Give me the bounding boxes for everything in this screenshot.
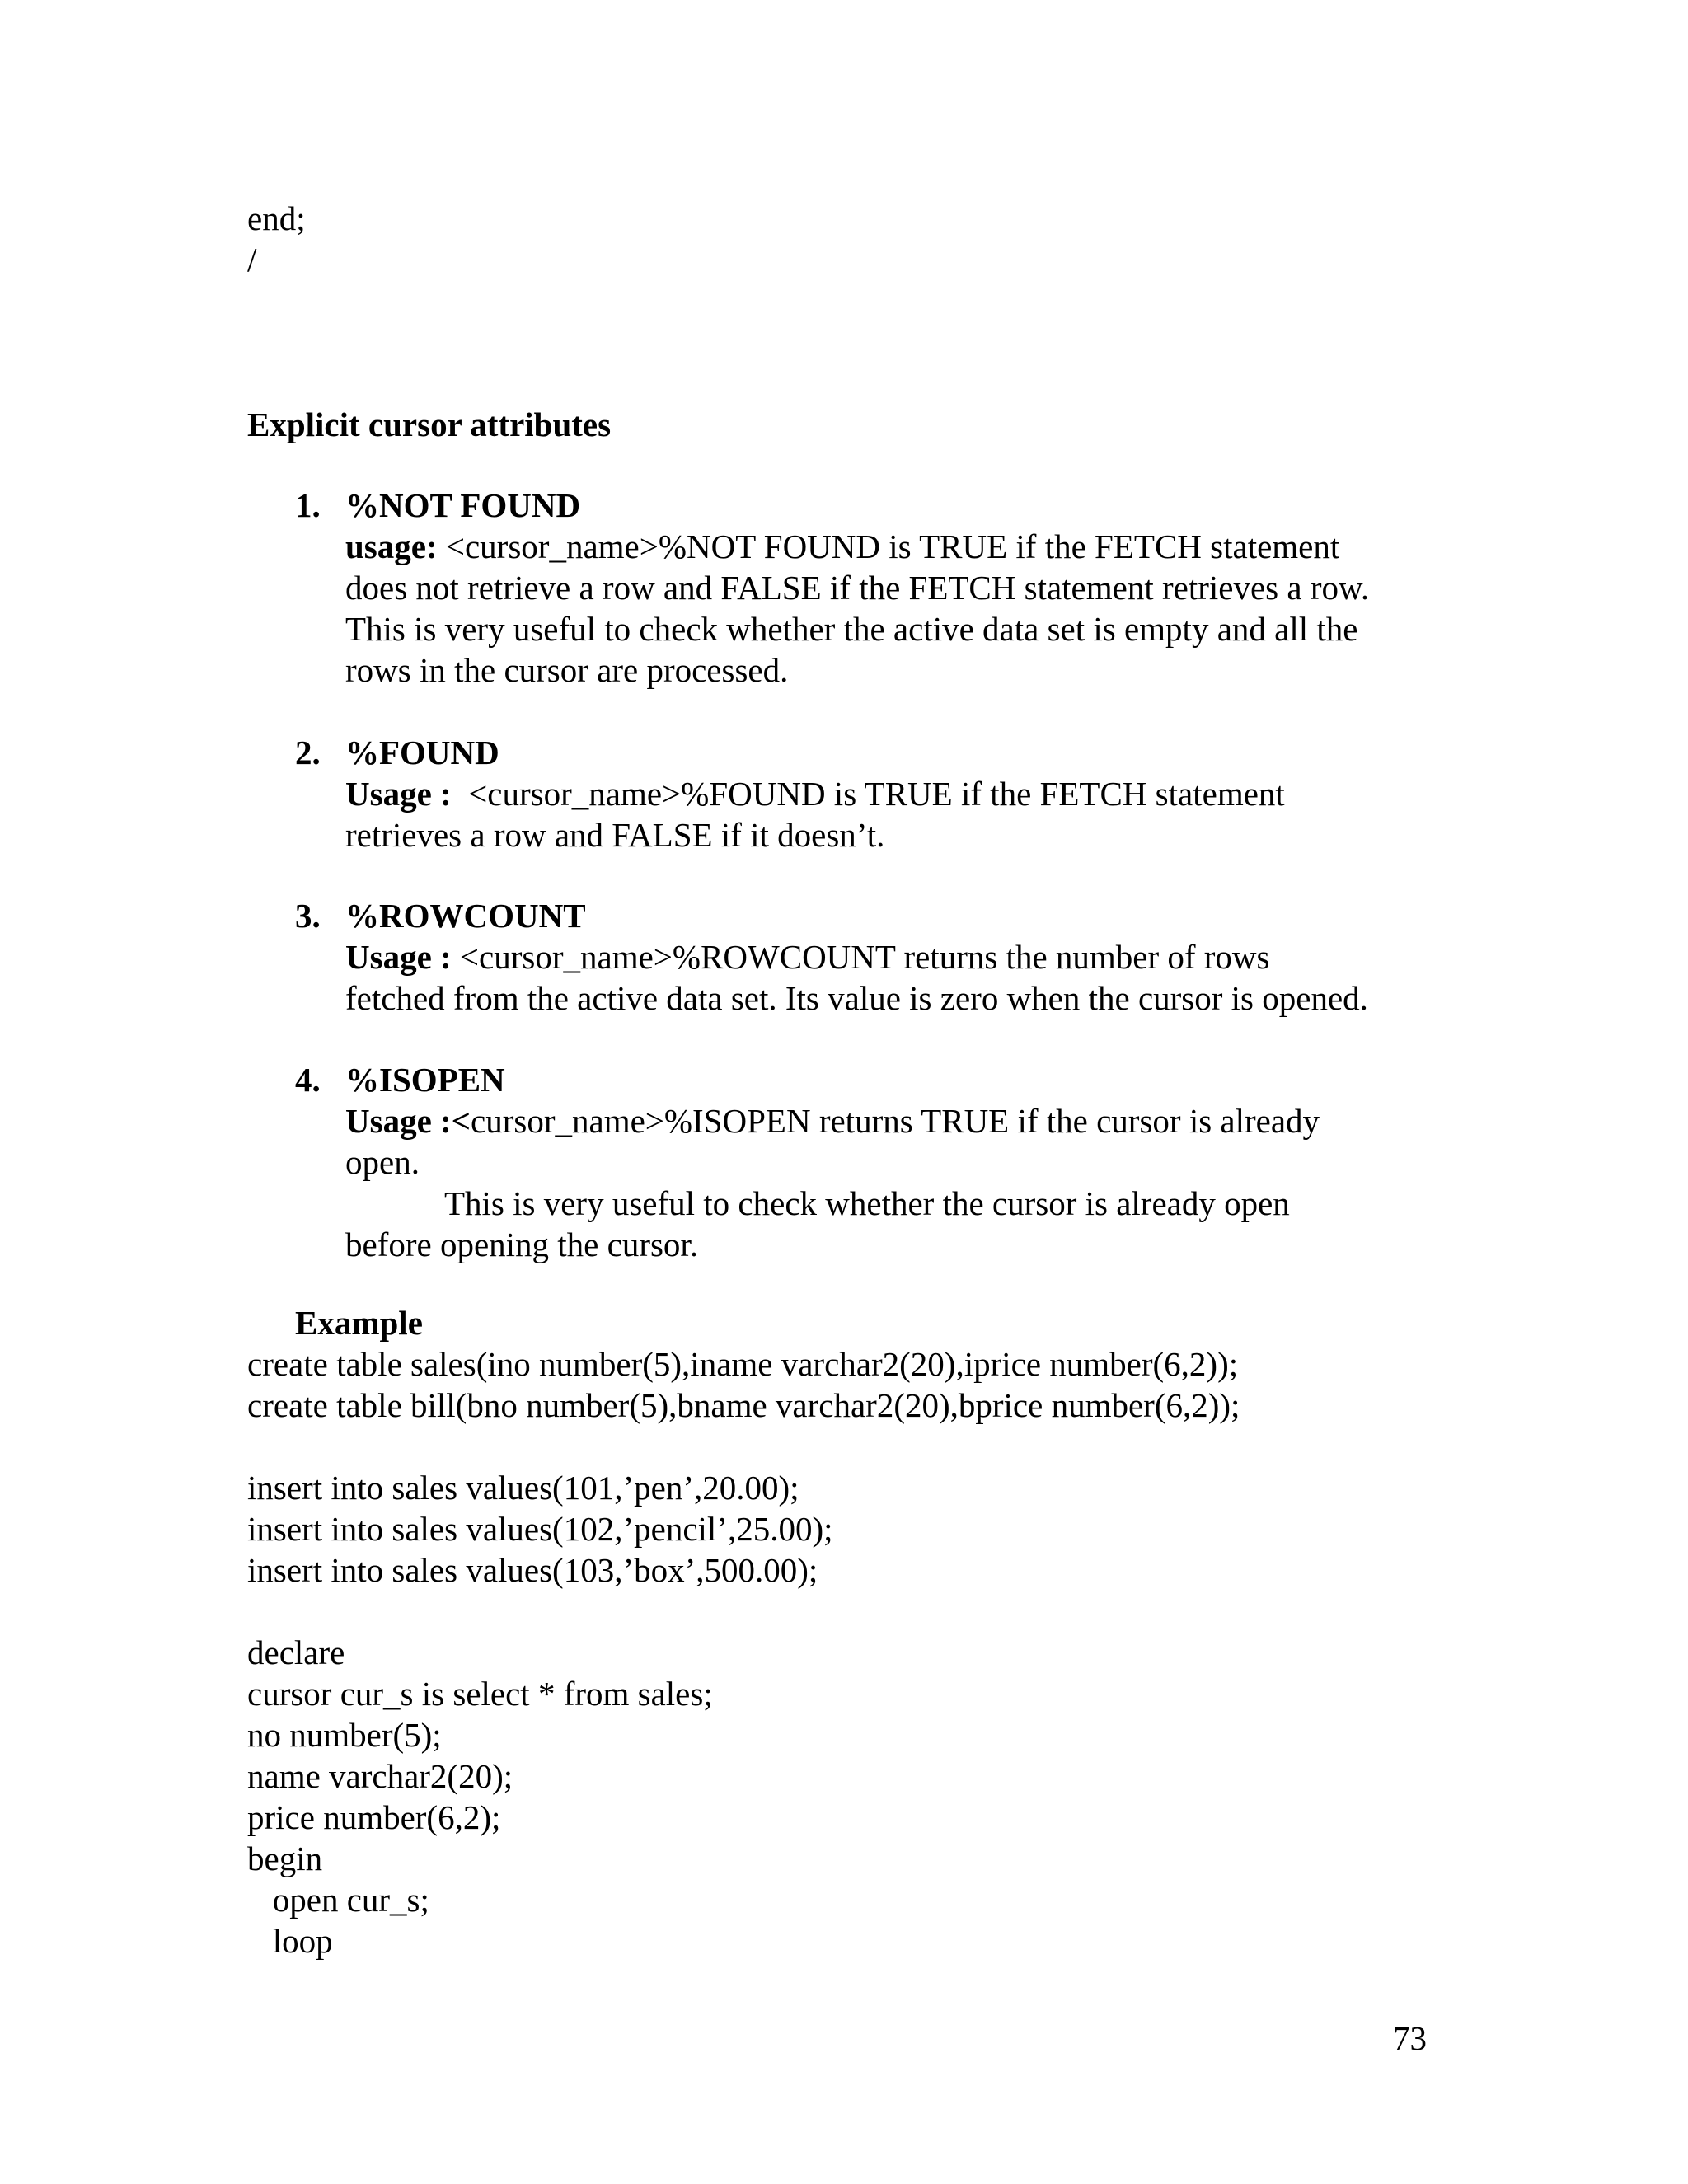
code-line: declare	[247, 1633, 345, 1671]
item-body	[345, 1059, 1483, 1265]
item-title: %ISOPEN	[345, 1061, 505, 1099]
description-line: retrieves a row and FALSE if it doesn’t.	[345, 816, 885, 854]
usage-text: <cursor_name>%ROWCOUNT returns the number of rows	[451, 938, 1270, 976]
code-line-blank	[247, 1426, 1240, 1467]
code-line-end: end;	[247, 199, 306, 237]
code-line: name varchar2(20);	[247, 1757, 513, 1795]
usage-label: Usage :	[345, 775, 452, 813]
description-line: before opening the cursor.	[345, 1226, 699, 1263]
description-line: fetched from the active data set. Its value is zero when the cursor is opened.	[345, 979, 1368, 1017]
item-title: %NOT FOUND	[345, 486, 581, 524]
page-number: 73	[1393, 2019, 1427, 2057]
usage-label: Usage :<	[345, 1102, 471, 1140]
usage-label: usage:	[345, 527, 438, 565]
item-body	[345, 732, 1483, 855]
description-line: open.	[345, 1143, 420, 1181]
code-line: insert into sales values(101,’pen’,20.00);	[247, 1469, 799, 1507]
code-line-slash: /	[247, 241, 257, 279]
code-line: begin	[247, 1840, 323, 1877]
usage-label: Usage :	[345, 938, 452, 976]
item-number: 1.	[295, 486, 321, 524]
code-line: price number(6,2);	[247, 1798, 501, 1836]
description-line: This is very useful to check whether the cursor is already open	[444, 1184, 1290, 1222]
code-line: insert into sales values(103,’box’,500.00);	[247, 1551, 818, 1589]
usage-line	[345, 773, 1483, 814]
code-line: no number(5);	[247, 1716, 442, 1754]
item-number: 2.	[295, 733, 321, 771]
usage-text: <cursor_name>%FOUND is TRUE if the FETCH statement	[451, 775, 1285, 813]
item-title: %FOUND	[345, 733, 499, 771]
usage-line	[345, 526, 1483, 567]
item-title: %ROWCOUNT	[345, 897, 586, 935]
description-line: rows in the cursor are processed.	[345, 651, 789, 689]
item-body	[345, 895, 1483, 1019]
example-code-block	[247, 1343, 1240, 1961]
code-line: create table sales(ino number(5),iname varchar2(20),iprice number(6,2));	[247, 1345, 1239, 1383]
code-line-blank	[247, 1591, 1240, 1632]
example-heading: Example	[295, 1304, 423, 1342]
code-line: open cur_s;	[247, 1881, 429, 1919]
usage-line	[345, 936, 1483, 977]
code-line: create table bill(bno number(5),bname varchar2(20),bprice number(6,2));	[247, 1386, 1240, 1424]
usage-text: <cursor_name>%NOT FOUND is TRUE if the FETCH statement	[437, 527, 1340, 565]
code-line: cursor cur_s is select * from sales;	[247, 1675, 713, 1713]
code-line: loop	[247, 1922, 333, 1960]
item-body	[345, 485, 1483, 691]
description-line: does not retrieve a row and FALSE if the FETCH statement retrieves a row.	[345, 569, 1370, 607]
description-line: This is very useful to check whether the active data set is empty and all the	[345, 610, 1358, 648]
usage-text: cursor_name>%ISOPEN returns TRUE if the cursor is already	[471, 1102, 1320, 1140]
section-heading: Explicit cursor attributes	[247, 405, 612, 443]
item-number: 3.	[295, 897, 321, 935]
item-number: 4.	[295, 1061, 321, 1099]
usage-line	[345, 1100, 1483, 1141]
code-line: insert into sales values(102,’pencil’,25.00);	[247, 1510, 833, 1548]
